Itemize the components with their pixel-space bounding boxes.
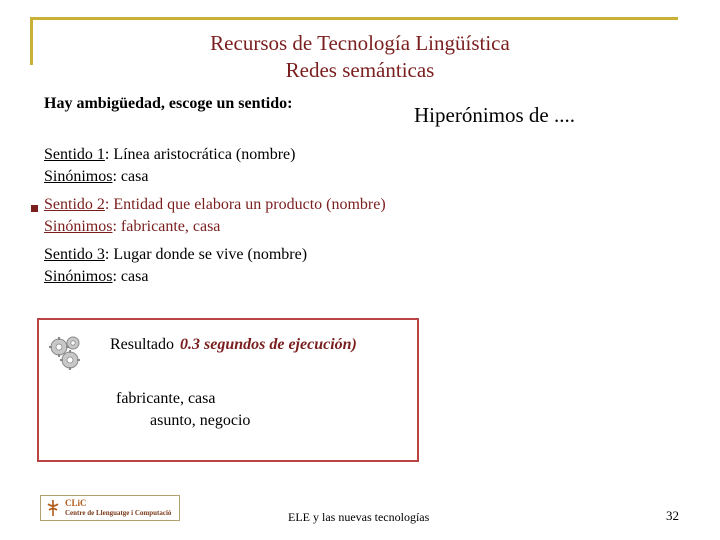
synonyms-text: : casa [112, 168, 149, 185]
footer-text: ELE y las nuevas tecnologías [288, 510, 430, 524]
frame-horizontal-rule [30, 17, 678, 20]
synonyms-label: Sinónimos [44, 218, 113, 235]
sense-label: Sentido 3 [44, 246, 105, 263]
gears-icon [46, 332, 86, 372]
synonyms-text: : casa [112, 268, 149, 285]
sense-text: : Lugar donde se vive (nombre) [104, 246, 308, 263]
result-label [110, 336, 357, 354]
synonyms-label: Sinónimos [44, 168, 113, 185]
synonyms-text: : fabricante, casa [112, 218, 221, 235]
result-line-1: fabricante, casa [116, 390, 216, 407]
result-label-text: Resultado [110, 336, 174, 353]
page-number: 32 [666, 508, 679, 523]
sense-option-3[interactable] [44, 244, 307, 288]
sense-text: : Línea aristocrática (nombre) [104, 146, 296, 163]
clic-logo-icon [44, 498, 62, 518]
selected-bullet-icon [31, 205, 38, 212]
result-time: 0.3 segundos de ejecución) [180, 336, 357, 353]
title-line-1: Recursos de Tecnología Lingüística [210, 31, 510, 55]
result-line-2: asunto, negocio [150, 412, 251, 429]
sense-label: Sentido 2 [44, 196, 105, 213]
sense-text: : Entidad que elabora un producto (nombre) [104, 196, 386, 213]
clic-logo [40, 495, 180, 521]
hyperonyms-heading: Hiperónimos de .... [414, 103, 575, 127]
logo-title: CLiC [65, 498, 87, 508]
slide-title [0, 30, 720, 84]
synonyms-label: Sinónimos [44, 268, 113, 285]
sense-option-1[interactable] [44, 144, 295, 188]
title-line-2: Redes semánticas [285, 58, 435, 82]
logo-subtitle: Centre de Llenguatge i Computació [65, 509, 172, 517]
sense-option-2[interactable] [44, 194, 386, 238]
ambiguity-prompt: Hay ambigüedad, escoge un sentido: [44, 95, 293, 112]
sense-label: Sentido 1 [44, 146, 105, 163]
